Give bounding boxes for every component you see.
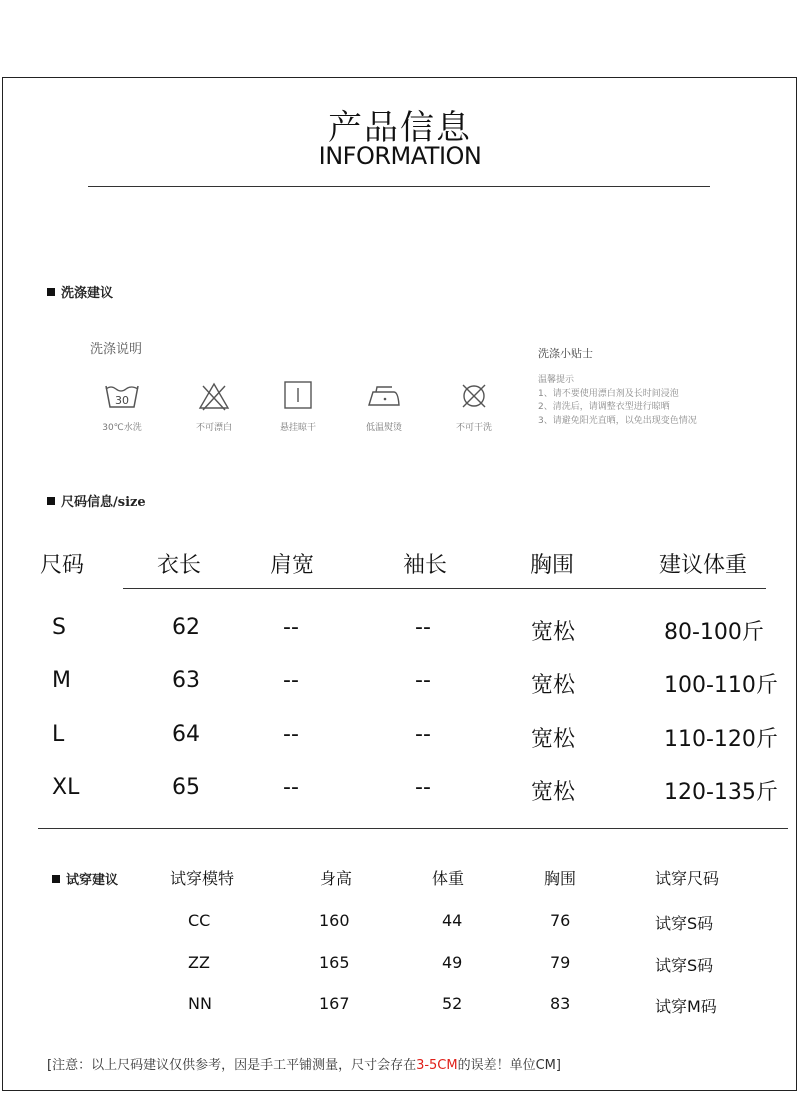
fit-section-label: 试穿建议 <box>52 869 118 888</box>
icon-caption: 悬挂晾干 <box>279 423 316 433</box>
fit-cell: 52 <box>442 994 463 1013</box>
size-col-header: 袖长 <box>403 553 448 578</box>
size-cell: XL <box>52 775 80 800</box>
size-cell: 65 <box>172 775 200 800</box>
tip-item: 2、清洗后，请调整衣型进行晾晒 <box>538 402 670 412</box>
wash-30-icon <box>102 380 142 412</box>
size-table-divider <box>38 828 788 829</box>
footnote-highlight: 3-5CM <box>416 1058 458 1073</box>
size-cell: -- <box>415 668 431 693</box>
size-cell: -- <box>283 668 299 693</box>
tips-heading: 洗涤小贴士 <box>538 347 593 360</box>
bullet-square-icon <box>47 497 55 505</box>
bullet-square-icon <box>52 875 60 883</box>
fit-cell: NN <box>188 994 212 1013</box>
tip-item: 温馨提示 <box>538 375 575 385</box>
size-cell: -- <box>283 615 299 640</box>
size-col-header: 尺码 <box>40 553 85 578</box>
bullet-square-icon <box>47 288 55 296</box>
size-cell: -- <box>283 775 299 800</box>
fit-col-header: 体重 <box>432 869 465 888</box>
fit-cell: 试穿M码 <box>655 997 717 1016</box>
fit-cell: 试穿S码 <box>655 956 714 975</box>
size-cell: -- <box>415 775 431 800</box>
size-cell: -- <box>415 615 431 640</box>
size-cell: L <box>52 722 65 747</box>
size-cell: 宽松 <box>531 620 576 645</box>
size-cell: -- <box>283 722 299 747</box>
page-title: 产品信息 <box>328 108 472 148</box>
fit-cell: 76 <box>550 911 571 930</box>
no-dry-clean-icon <box>454 380 494 412</box>
fit-cell: 167 <box>319 994 350 1013</box>
size-header-divider <box>123 588 766 589</box>
size-cell: 120-135斤 <box>664 780 778 805</box>
size-cell: M <box>52 668 71 693</box>
footnote-text: [注意：以上尺码建议仅供参考，因是手工平铺测量，尺寸会存在 <box>47 1058 417 1073</box>
size-cell: 64 <box>172 722 200 747</box>
size-cell: -- <box>415 722 431 747</box>
icon-caption: 30℃水洗 <box>102 423 142 433</box>
content-frame <box>2 77 797 1091</box>
fit-cell: 83 <box>550 994 571 1013</box>
size-section-label: 尺码信息/size <box>47 491 146 510</box>
fit-col-header: 试穿模特 <box>170 869 235 888</box>
size-cell: 63 <box>172 668 200 693</box>
size-cell: 宽松 <box>531 727 576 752</box>
title-divider <box>88 186 710 187</box>
hang-dry-icon <box>278 380 318 412</box>
icon-caption: 不可干洗 <box>455 423 492 433</box>
low-iron-icon <box>364 380 404 412</box>
size-col-header: 胸围 <box>530 553 575 578</box>
icon-caption: 低温熨烫 <box>365 423 402 433</box>
size-cell: 80-100斤 <box>664 620 764 645</box>
page-subtitle: INFORMATION <box>318 142 482 170</box>
size-cell: 100-110斤 <box>664 673 778 698</box>
fit-cell: 49 <box>442 953 463 972</box>
fit-cell: 160 <box>319 911 350 930</box>
fit-cell: 165 <box>319 953 350 972</box>
washing-section-label: 洗涤建议 <box>47 282 113 301</box>
icon-caption: 不可漂白 <box>195 423 232 433</box>
fit-cell: 79 <box>550 953 571 972</box>
fit-cell: ZZ <box>188 953 210 972</box>
size-cell: 宽松 <box>531 673 576 698</box>
fit-col-header: 胸围 <box>544 869 577 888</box>
washing-heading: 洗涤说明 <box>90 342 143 357</box>
tip-item: 3、请避免阳光直晒，以免出现变色情况 <box>538 415 697 426</box>
footnote <box>47 1054 561 1073</box>
fit-col-header: 身高 <box>320 869 353 888</box>
fit-cell: CC <box>188 911 211 930</box>
tips-list <box>538 374 697 428</box>
size-cell: 宽松 <box>531 780 576 805</box>
footnote-text: 的误差！单位CM] <box>457 1058 561 1073</box>
size-cell: 110-120斤 <box>664 727 778 752</box>
fit-col-header: 试穿尺码 <box>655 869 720 888</box>
fit-cell: 44 <box>442 911 463 930</box>
svg-text:30: 30 <box>115 394 129 407</box>
tip-item: 1、请不要使用漂白剂及长时间浸泡 <box>538 388 679 399</box>
size-col-header: 衣长 <box>157 553 202 578</box>
size-cell: 62 <box>172 615 200 640</box>
size-cell: S <box>52 615 66 640</box>
fit-cell: 试穿S码 <box>655 914 714 933</box>
no-bleach-icon <box>194 380 234 412</box>
size-col-header: 建议体重 <box>659 553 748 578</box>
size-col-header: 肩宽 <box>270 553 315 578</box>
